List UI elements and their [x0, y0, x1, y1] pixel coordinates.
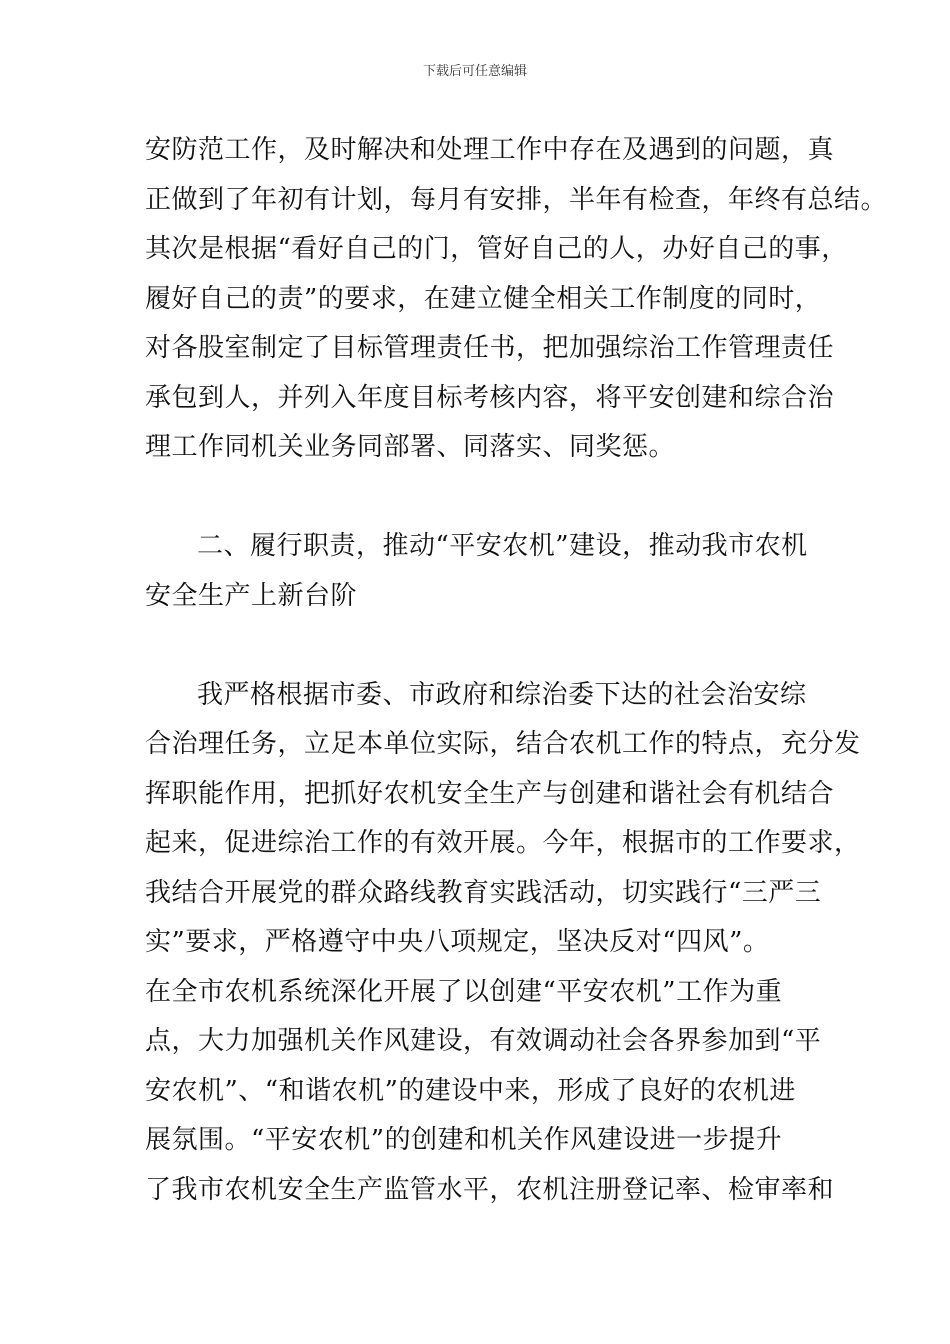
text-line: 实”要求，严格遵守中央八项规定，坚决反对“四风”。	[145, 927, 770, 957]
text-line: 展氛围。“平安农机”的创建和机关作风建设进一步提升	[145, 1125, 783, 1155]
text-line: 挥职能作用，把抓好农机安全生产与创建和谐社会有机结合	[145, 778, 835, 809]
paragraph-3	[145, 671, 861, 1216]
text-line: 正做到了年初有计划，每月有安排，半年有检查，年终有总结。	[145, 184, 888, 215]
text-line: 合治理任务，立足本单位实际，结合农机工作的特点，充分发	[145, 729, 861, 759]
text-line: 对各股室制定了目标管理责任书，把加强综治工作管理责任	[145, 333, 835, 363]
text-line: 承包到人，并列入年度目标考核内容，将平安创建和综合治	[145, 382, 835, 413]
section-heading	[145, 522, 810, 621]
page-header: 下载后可任意编辑	[422, 64, 527, 79]
text-line: 安农机”、“和谐农机”的建设中来，形成了良好的农机进	[145, 1075, 796, 1106]
text-line: 点，大力加强机关作风建设，有效调动社会各界参加到“平	[145, 1026, 822, 1056]
heading-line: 二、履行职责，推动“平安农机”建设，推动我市农机	[197, 531, 808, 561]
text-line: 履好自己的责”的要求，在建立健全相关工作制度的同时，	[145, 283, 822, 314]
text-line: 了我市农机安全生产监管水平，农机注册登记率、检审率和	[145, 1174, 835, 1205]
text-line: 起来，促进综治工作的有效开展。今年，根据市的工作要求，	[145, 828, 861, 858]
text-line: 其次是根据“看好自己的门，管好自己的人，办好自己的事，	[145, 234, 848, 264]
text-line: 在全市农机系统深化开展了以创建“平安农机”工作为重	[145, 976, 783, 1007]
paragraph-spacer	[145, 621, 810, 671]
text-line: 安防范工作，及时解决和处理工作中存在及遇到的问题，真	[145, 135, 835, 165]
paragraph-1	[145, 126, 888, 473]
text-line: 理工作同机关业务同部署、同落实、同奖惩。	[145, 432, 676, 462]
document-body	[145, 126, 888, 1215]
text-line: 我严格根据市委、市政府和综治委下达的社会治安综	[197, 679, 807, 710]
paragraph-spacer	[145, 473, 810, 523]
text-line: 我结合开展党的群众路线教育实践活动，切实践行“三严三	[145, 877, 822, 908]
heading-line: 安全生产上新台阶	[145, 580, 358, 611]
